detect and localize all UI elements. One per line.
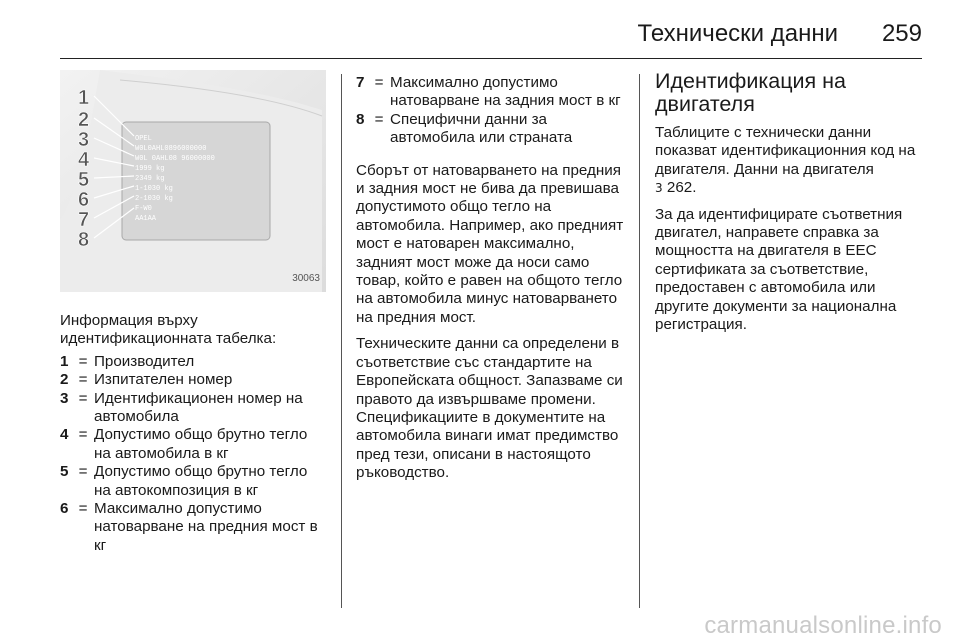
item-separator: = <box>78 389 88 407</box>
figure-code: 30063 <box>292 272 320 284</box>
list-item <box>60 463 326 500</box>
item-text: Производител <box>94 352 195 370</box>
item-number: 5 <box>60 463 69 481</box>
list-item <box>60 500 326 555</box>
callout-4: 4 <box>78 149 90 171</box>
column-divider <box>639 74 640 608</box>
item-number: 7 <box>356 74 365 91</box>
plate-line: 1-1030 kg <box>135 185 173 193</box>
item-number: 4 <box>60 426 69 444</box>
list-item <box>60 353 326 371</box>
list-item <box>356 74 628 111</box>
item-separator: = <box>78 371 88 389</box>
list-item <box>356 111 628 148</box>
item-text: Максимално допустимо натоварване на задния мост в кг <box>390 74 621 110</box>
engine-power-paragraph: За да идентифицирате съответния двигател, направете справка за мощността на двигателя в ЕЕС сертификата за съответствие, предоставен с автомобила или другите документи за национална регистрация. <box>655 205 903 334</box>
page-header <box>0 0 960 60</box>
callout-3: 3 <box>78 129 90 151</box>
item-text: Максимално допустимо натоварване на предния мост в кг <box>94 500 318 554</box>
left-column <box>60 70 326 555</box>
callout-8: 8 <box>78 229 90 251</box>
section-title: Идентификация на двигателя <box>655 69 846 116</box>
item-separator: = <box>78 352 88 370</box>
column-divider <box>341 74 342 608</box>
header-rule <box>60 58 922 59</box>
item-separator: = <box>78 500 88 518</box>
axle-load-paragraph: Сборът от натоварването на предния и задния мост не бива да превишава допустимото общо тегло на автомобила. Например, ако предният мост е натоварен максимално, задният мост може да носи само товар, който е равен на общото тегло на автомобила минус натоварването на предния мост. <box>356 161 624 326</box>
engine-id-paragraph <box>655 124 925 198</box>
page-number: 259 <box>881 20 922 47</box>
item-text: Идентификационен номер на автомобила <box>94 389 303 426</box>
item-text: Изпитателен номер <box>94 371 233 389</box>
header-title: Технически данни <box>637 20 838 47</box>
item-number: 6 <box>60 500 69 518</box>
identification-plate-figure <box>60 70 326 292</box>
callout-2: 2 <box>78 109 90 131</box>
standards-paragraph: Техническите данни са определени в съответствие със стандартите на Европейската общност. Запазваме си правото да извършваме промени. Спецификациите в документите на автомобила винаги имат предимство пред тези, описани в настоящото ръководство. <box>356 335 623 482</box>
list-item <box>60 390 326 427</box>
item-text: Допустимо общо брутно тегло на автомобила в кг <box>94 426 308 462</box>
item-separator: = <box>78 426 88 444</box>
item-separator: = <box>374 74 384 91</box>
plate-legend-list <box>60 353 326 555</box>
plate-line: 1999 kg <box>135 165 165 173</box>
engine-id-text: Таблиците с технически данни показват идентификационния код на двигателя. Данни на двигателя <box>655 124 916 178</box>
plate-line: AA1AA <box>135 215 157 223</box>
middle-column <box>356 74 628 491</box>
intro-text: Информация върху идентификационната табелка: <box>60 312 277 348</box>
list-item <box>60 371 326 389</box>
item-number: 3 <box>60 389 69 407</box>
item-number: 8 <box>356 110 365 128</box>
item-text: Допустимо общо брутно тегло на автокомпозиция в кг <box>94 463 308 499</box>
callout-5: 5 <box>78 169 90 191</box>
item-separator: = <box>374 110 384 128</box>
plate-line: 2349 kg <box>135 175 165 183</box>
list-item <box>60 426 326 463</box>
plate-line: F-W0 <box>135 205 152 213</box>
page-reference-icon: 3 <box>655 181 663 196</box>
callout-1: 1 <box>78 87 90 109</box>
callout-7: 7 <box>78 209 90 231</box>
plate-line: 2-1030 kg <box>135 195 173 203</box>
plate-legend-list-continued <box>356 74 628 148</box>
plate-line: W0L0AHL0896000000 <box>135 145 207 153</box>
plate-line: OPEL <box>135 135 152 143</box>
plate-illustration <box>60 70 326 292</box>
page-reference-link[interactable]: 262. <box>666 179 697 197</box>
watermark: carmanualsonline.info <box>704 612 942 639</box>
callout-6: 6 <box>78 189 90 211</box>
item-separator: = <box>78 463 88 481</box>
item-number: 2 <box>60 371 69 389</box>
right-column <box>655 70 925 342</box>
plate-line: W0L 0AHL08 96000000 <box>135 155 215 163</box>
item-text: Специфични данни за автомобила или страната <box>390 110 573 147</box>
item-number: 1 <box>60 352 69 370</box>
